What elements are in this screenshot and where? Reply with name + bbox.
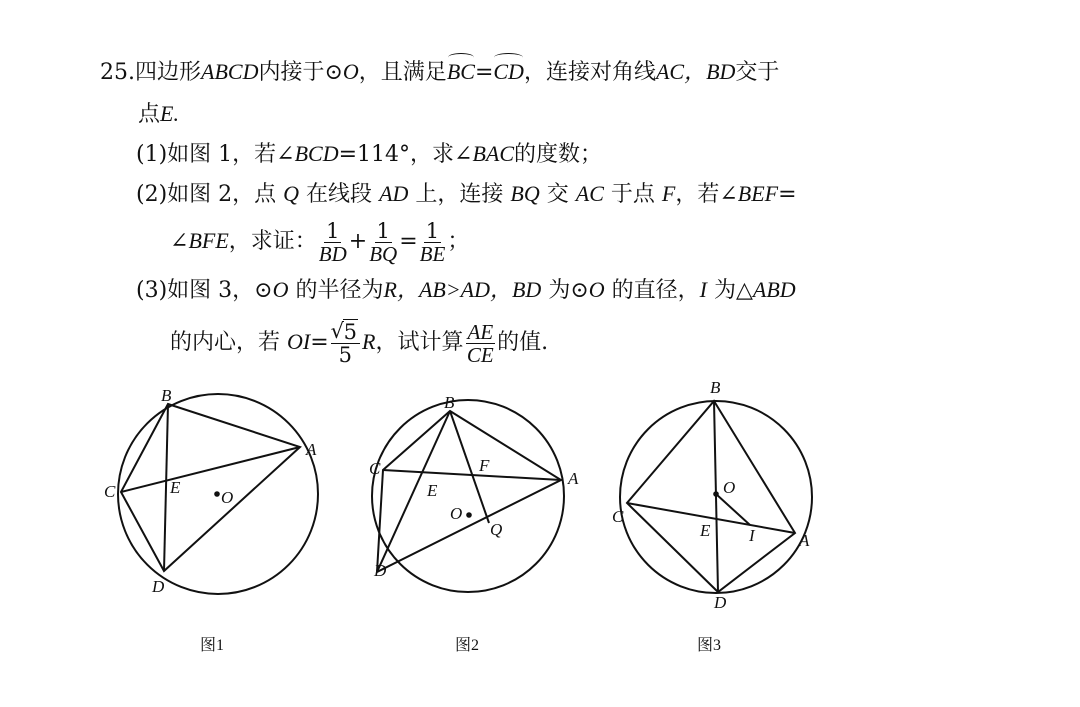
q3-text: ，试计算 [375,330,464,355]
q2-text: 于点 [610,182,655,207]
circle-label: O [272,277,289,302]
q2-text: 在线段 [306,182,373,207]
fig3-label-e: E [700,521,711,540]
fig1-label-a: A [306,440,317,459]
fig3-label-o: O [723,478,736,497]
q2-text: 交 [546,182,569,207]
equals-sign: = [474,60,494,85]
equals-sign: = [399,229,418,254]
fig3-label-b: B [710,378,721,397]
quad-label: ABCD [201,59,259,84]
arc-cd: CD [493,59,524,84]
fig2-label-c: C [369,459,381,478]
segment-label: OI [287,329,311,354]
stem-text: 点 [138,102,161,127]
q3-text: (3)如图 3，⊙ [136,278,273,303]
figure-1-caption: 图1 [200,637,225,654]
condition-label: R，AB>AD，BD [383,277,542,302]
point-label: F [661,181,676,206]
equals-sign: = [778,182,797,207]
diagonals-label: AC，BD [655,59,736,84]
angle-symbol: ∠ [170,229,189,254]
fraction-1-bq: $\frac{1}{BQ}$ [369,218,398,266]
stem-text: 四边形 [135,60,202,85]
equals-sign: = [310,330,329,355]
angle-label: BAC [472,141,515,166]
q3-text: 的半径为 [295,278,384,303]
semicolon: ； [447,229,470,254]
problem-number: 25. [100,60,135,85]
stem-text: 交于 [735,60,780,85]
fig1-label-o: O [221,488,234,507]
plus-sign: + [348,229,368,254]
q3-text: 的值. [497,330,549,355]
fig2-label-d: D [374,561,387,580]
fraction-sqrt5-over-5: √ $\frac{5}{5}$ [331,321,360,366]
fig2-label-f: F [479,456,490,475]
figure-3-caption: 图3 [697,637,722,654]
figure-2-geometry [372,400,564,592]
segment-label: AC [575,181,604,206]
fig1-label-d: D [152,577,165,596]
q1-text: =114°，求∠ [338,142,473,167]
stem-text: ，连接对角线 [523,60,656,85]
circle-label: O [342,59,359,84]
fraction-1-bd: $\frac{1}{BD}$ [318,218,347,266]
q1-text: 的度数； [514,142,603,167]
fig3-label-c: C [612,507,624,526]
circle-label: O [588,277,605,302]
q2-text: (2)如图 2，点 [136,182,277,207]
angle-label: BCD [294,141,339,166]
radius-label: R [362,329,376,354]
segment-label: BQ [510,181,540,206]
segment-label: AD [379,181,409,206]
stem-text: ，且满足 [358,60,447,85]
point-label: I [699,277,707,302]
fig1-label-e: E [170,478,181,497]
center-dot [713,491,719,497]
stem-text: 内接于⊙ [258,60,343,85]
center-dot [214,491,220,497]
fraction-1-be: $\frac{1}{BE}$ [419,218,446,266]
triangle-label: ABD [752,277,796,302]
angle-label: BEF [737,181,779,206]
center-dot [466,512,472,518]
point-e-label: E. [160,101,179,126]
q1-text: (1)如图 1，若∠ [136,142,295,167]
q2-text: 上，连接 [415,182,504,207]
fig2-label-b: B [444,393,455,412]
arc-bc: BC [446,59,475,84]
q2-text: ，求证： [228,229,317,254]
fig2-label-a: A [568,469,579,488]
fig2-label-q: Q [490,520,503,539]
q2-text: ，若∠ [675,182,738,207]
fig3-label-a: A [799,531,810,550]
fig3-label-i: I [749,526,755,545]
point-label: Q [283,181,300,206]
fig1-label-c: C [104,482,116,501]
fig2-label-o: O [450,504,463,523]
q3-text: 为⊙ [548,278,589,303]
q3-text: 的内心，若 [170,330,281,355]
fig2-label-e: E [427,481,438,500]
angle-label: BFE [188,228,229,253]
q3-text: 的直径， [611,278,700,303]
figure-2-caption: 图2 [455,637,480,654]
fraction-ae-over-ce: $\frac{AE}{CE}$ [466,319,494,367]
q3-text: 为△ [714,278,753,303]
fig3-label-d: D [714,593,727,612]
figure-3-geometry [620,401,812,593]
fig1-label-b: B [161,386,172,405]
